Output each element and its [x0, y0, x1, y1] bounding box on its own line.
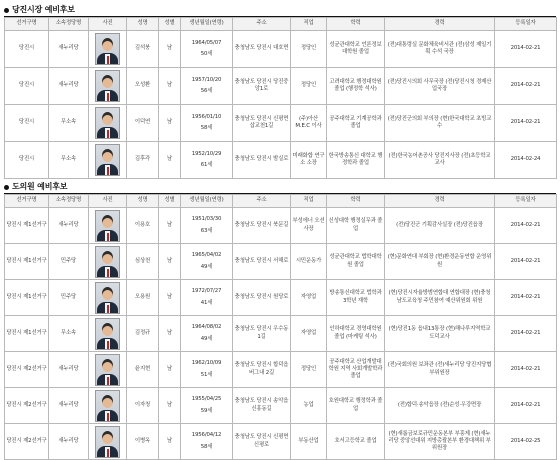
party-cell: 무소속: [49, 316, 89, 352]
gender-cell: 남: [159, 68, 181, 105]
photo-cell: [89, 316, 127, 352]
header-career: 경력: [385, 18, 495, 31]
table-row: [5, 388, 557, 424]
mayor-section: [4, 4, 556, 179]
gender-cell: 남: [159, 244, 181, 280]
district-cell: 당진시 제2선거구: [5, 352, 49, 388]
date-cell: 2014-02-21: [495, 244, 557, 280]
birth-date: 1955/04/25: [191, 396, 222, 403]
candidate-portrait-icon: [95, 318, 120, 350]
gender-cell: 남: [159, 352, 181, 388]
council-section-title: 도의원 예비후보: [4, 181, 556, 193]
education-cell: 방송통신대학교 법학과 3학년 재학: [327, 280, 385, 316]
council-section: [4, 181, 556, 460]
job-cell: 시민운동가: [291, 244, 327, 280]
job-cell: 정당인: [291, 352, 327, 388]
mayor-header-row: [5, 18, 557, 31]
header-name: 성명: [127, 195, 159, 208]
job-cell: 자영업: [291, 280, 327, 316]
education-cell: 고려대학교 행정대학원 졸업 (행정학 석사): [327, 68, 385, 105]
party-cell: 새누리당: [49, 31, 89, 68]
birth-cell: [181, 142, 233, 179]
header-education: 학력: [327, 18, 385, 31]
header-party: 소속정당명: [49, 18, 89, 31]
name-cell: 김후각: [127, 142, 159, 179]
candidate-portrait-icon: [95, 33, 120, 65]
age: 61세: [200, 162, 213, 168]
education-cell: 성균관대학교 법학대학원 졸업: [327, 244, 385, 280]
name-cell: 이병옥: [127, 424, 159, 460]
address-cell: 충청남도 당진시 당진중앙1로: [233, 68, 291, 105]
name-cell: 오성환: [127, 68, 159, 105]
header-photo: 사진: [89, 195, 127, 208]
candidate-portrait-icon: [95, 144, 120, 176]
district-cell: 당진시 제1선거구: [5, 208, 49, 244]
name-cell: 김석붕: [127, 31, 159, 68]
birth-cell: [181, 105, 233, 142]
gender-cell: 남: [159, 280, 181, 316]
header-address: 주소: [233, 195, 291, 208]
date-cell: 2014-02-21: [495, 352, 557, 388]
address-cell: 충청남도 당진시 북문길: [233, 208, 291, 244]
date-cell: 2014-02-25: [495, 424, 557, 460]
gender-cell: 남: [159, 31, 181, 68]
district-cell: 당진시 제2선거구: [5, 388, 49, 424]
bullet-icon: [4, 185, 9, 190]
name-cell: 오용원: [127, 280, 159, 316]
district-cell: 당진시: [5, 105, 49, 142]
party-cell: 민주당: [49, 244, 89, 280]
council-header-row: [5, 195, 557, 208]
party-cell: 새누리당: [49, 68, 89, 105]
header-address: 주소: [233, 18, 291, 31]
district-cell: 당진시 제1선거구: [5, 316, 49, 352]
job-cell: 정당인: [291, 31, 327, 68]
gender-cell: 남: [159, 142, 181, 179]
birth-cell: [181, 388, 233, 424]
mayor-section-title: 당진시장 예비후보: [4, 4, 556, 16]
header-date: 등록일자: [495, 195, 557, 208]
party-cell: 새누리당: [49, 424, 89, 460]
education-cell: 호서고등학교 졸업: [327, 424, 385, 460]
name-cell: 심상천: [127, 244, 159, 280]
age: 51세: [200, 371, 213, 378]
photo-cell: [89, 424, 127, 460]
birth-cell: [181, 208, 233, 244]
name-cell: 이자청: [127, 388, 159, 424]
photo-cell: [89, 208, 127, 244]
photo-cell: [89, 244, 127, 280]
age: 56세: [200, 88, 213, 94]
party-cell: 무소속: [49, 105, 89, 142]
district-cell: 당진시 제1선거구: [5, 244, 49, 280]
education-cell: 한국방송통신 대학교 행정학과 졸업: [327, 142, 385, 179]
job-cell: 자영업: [291, 316, 327, 352]
header-job: 직업: [291, 18, 327, 31]
table-row: [5, 244, 557, 280]
age: 41세: [200, 299, 213, 306]
age: 49세: [200, 263, 213, 270]
birth-date: 1951/03/30: [191, 216, 222, 223]
date-cell: 2014-02-21: [495, 208, 557, 244]
photo-cell: [89, 105, 127, 142]
gender-cell: 남: [159, 388, 181, 424]
career-cell: (현)문화연대 부회장 (현)환경운동연합 운영위원: [385, 244, 495, 280]
party-cell: 무소속: [49, 142, 89, 179]
date-cell: 2014-02-21: [495, 68, 557, 105]
birth-cell: [181, 31, 233, 68]
party-cell: 새누리당: [49, 388, 89, 424]
photo-cell: [89, 68, 127, 105]
address-cell: 충청남도 당진시 대호면: [233, 31, 291, 68]
date-cell: 2014-02-21: [495, 280, 557, 316]
education-cell: 공주대학교 산업개발대학원 지역 사회개발학과 졸업: [327, 352, 385, 388]
education-cell: 공주대학교 기계공학과 졸업: [327, 105, 385, 142]
district-cell: 당진시: [5, 68, 49, 105]
birth-cell: [181, 68, 233, 105]
header-date: 등록일자: [495, 18, 557, 31]
career-cell: (전)당진군 기획감사실장 (전)당진읍장: [385, 208, 495, 244]
birth-date: 1956/04/12: [191, 432, 222, 439]
table-row: [5, 280, 557, 316]
address-cell: 충청남도 당진시 신평면 삽교천1길: [233, 105, 291, 142]
birth-date: 1952/10/29: [191, 150, 222, 157]
candidate-portrait-icon: [95, 70, 120, 102]
job-cell: 농업: [291, 388, 327, 424]
header-party: 소속정당명: [49, 195, 89, 208]
address-cell: 충청남도 당진시 원당로: [233, 280, 291, 316]
gender-cell: 남: [159, 105, 181, 142]
name-cell: 이덕연: [127, 105, 159, 142]
job-cell: (주)아산 M.E.C 이사: [291, 105, 327, 142]
header-district: 선거구명: [5, 195, 49, 208]
address-cell: 충청남도 당진시 서해로: [233, 244, 291, 280]
name-cell: 이용호: [127, 208, 159, 244]
birth-cell: [181, 316, 233, 352]
header-job: 직업: [291, 195, 327, 208]
birth-cell: [181, 280, 233, 316]
header-career: 경력: [385, 195, 495, 208]
address-cell: 충청남도 당진시 우수동 1길: [233, 316, 291, 352]
council-candidates-table: [4, 194, 557, 460]
gender-cell: 남: [159, 316, 181, 352]
career-cell: (현)당진시자율방범연합대 연합대장 (현)충청남도교육청 주민참여 예산위원회 위원: [385, 280, 495, 316]
table-row: [5, 352, 557, 388]
date-cell: 2014-02-21: [495, 388, 557, 424]
name-cell: 윤지현: [127, 352, 159, 388]
birth-date: 1964/05/07: [191, 39, 222, 46]
gender-cell: 남: [159, 424, 181, 460]
candidate-portrait-icon: [95, 210, 120, 242]
table-row: [5, 142, 557, 179]
age: 58세: [200, 443, 213, 450]
birth-date: 1972/07/27: [191, 288, 222, 295]
career-cell: (현)당진1동 읍내13통장 (현)해나루지역학교 도덕교사: [385, 316, 495, 352]
header-name: 성명: [127, 18, 159, 31]
header-education: 학력: [327, 195, 385, 208]
job-cell: 부성에너 오션 사장: [291, 208, 327, 244]
date-cell: 2014-02-21: [495, 31, 557, 68]
address-cell: 충청남도 당진시 합덕읍 버그내 2길: [233, 352, 291, 388]
age: 59세: [200, 407, 213, 414]
age: 63세: [200, 227, 213, 234]
career-cell: (현)새롭금보로규민운동본부 부흥제 (현)새누리당 중앙선대위 지방총괄본부 환경대책위 부위원장: [385, 424, 495, 460]
candidate-portrait-icon: [95, 390, 120, 422]
header-birth: 생년월일(연령): [181, 195, 233, 208]
header-birth: 생년월일(연령): [181, 18, 233, 31]
education-cell: 호원대학교 행정학과 졸업: [327, 388, 385, 424]
party-cell: 새누리당: [49, 352, 89, 388]
job-cell: 부동산업: [291, 424, 327, 460]
education-cell: 성균관대학교 언론정보대학원 졸업: [327, 31, 385, 68]
table-row: [5, 31, 557, 68]
address-cell: 충청남도 당진시 밤실로: [233, 142, 291, 179]
career-cell: (전)대통령실 문화체육비서관 (전)삼성 제일기획 수석 국장: [385, 31, 495, 68]
bullet-icon: [4, 8, 9, 13]
career-cell: (전)한국농어촌공사 당진지사장 (전)초등학교 교사: [385, 142, 495, 179]
birth-date: 1964/08/02: [191, 324, 222, 331]
header-district: 선거구명: [5, 18, 49, 31]
career-cell: (전)국회의원 보좌관 (전)새누리당 당진지당협 부위원장: [385, 352, 495, 388]
table-row: [5, 316, 557, 352]
date-cell: 2014-02-21: [495, 316, 557, 352]
header-photo: 사진: [89, 18, 127, 31]
photo-cell: [89, 280, 127, 316]
birth-date: 1957/10/20: [191, 76, 222, 83]
table-row: [5, 208, 557, 244]
birth-date: 1956/01/10: [191, 113, 222, 120]
date-cell: 2014-02-21: [495, 105, 557, 142]
photo-cell: [89, 388, 127, 424]
age: 58세: [200, 125, 213, 131]
photo-cell: [89, 352, 127, 388]
district-cell: 당진시: [5, 142, 49, 179]
birth-date: 1962/10/09: [191, 360, 222, 367]
address-cell: 충청남도 당진시 신평면 신평로: [233, 424, 291, 460]
job-cell: 미래화합 연구소 소장: [291, 142, 327, 179]
party-cell: 민주당: [49, 280, 89, 316]
district-cell: 당진시 제2선거구: [5, 424, 49, 460]
mayor-candidates-table: [4, 17, 557, 179]
age: 49세: [200, 335, 213, 342]
career-cell: (전)당진군의회 부의장 (현)한국대학교 초빙교수: [385, 105, 495, 142]
education-cell: 인하대학교 경영대학원 졸업 (마케팅 석사): [327, 316, 385, 352]
job-cell: 정당인: [291, 68, 327, 105]
birth-cell: [181, 352, 233, 388]
district-cell: 당진시: [5, 31, 49, 68]
birth-date: 1965/04/02: [191, 252, 222, 259]
candidate-portrait-icon: [95, 246, 120, 278]
age: 50세: [200, 51, 213, 57]
photo-cell: [89, 31, 127, 68]
career-cell: (전)당진시의회 사무국장 (전)당진시청 경제산업국장: [385, 68, 495, 105]
candidate-portrait-icon: [95, 426, 120, 458]
candidate-portrait-icon: [95, 107, 120, 139]
table-row: [5, 424, 557, 460]
birth-cell: [181, 424, 233, 460]
header-gender: 성별: [159, 195, 181, 208]
date-cell: 2014-02-24: [495, 142, 557, 179]
name-cell: 김정규: [127, 316, 159, 352]
career-cell: (전)합덕·송악읍장 (전)순성·우강면장: [385, 388, 495, 424]
district-cell: 당진시 제1선거구: [5, 280, 49, 316]
header-gender: 성별: [159, 18, 181, 31]
table-row: [5, 105, 557, 142]
address-cell: 충청남도 당진시 송악읍 신흥동길: [233, 388, 291, 424]
candidate-portrait-icon: [95, 282, 120, 314]
gender-cell: 남: [159, 208, 181, 244]
candidate-portrait-icon: [95, 354, 120, 386]
birth-cell: [181, 244, 233, 280]
education-cell: 신성대학 행정실무과 졸업: [327, 208, 385, 244]
table-row: [5, 68, 557, 105]
photo-cell: [89, 142, 127, 179]
party-cell: 새누리당: [49, 208, 89, 244]
